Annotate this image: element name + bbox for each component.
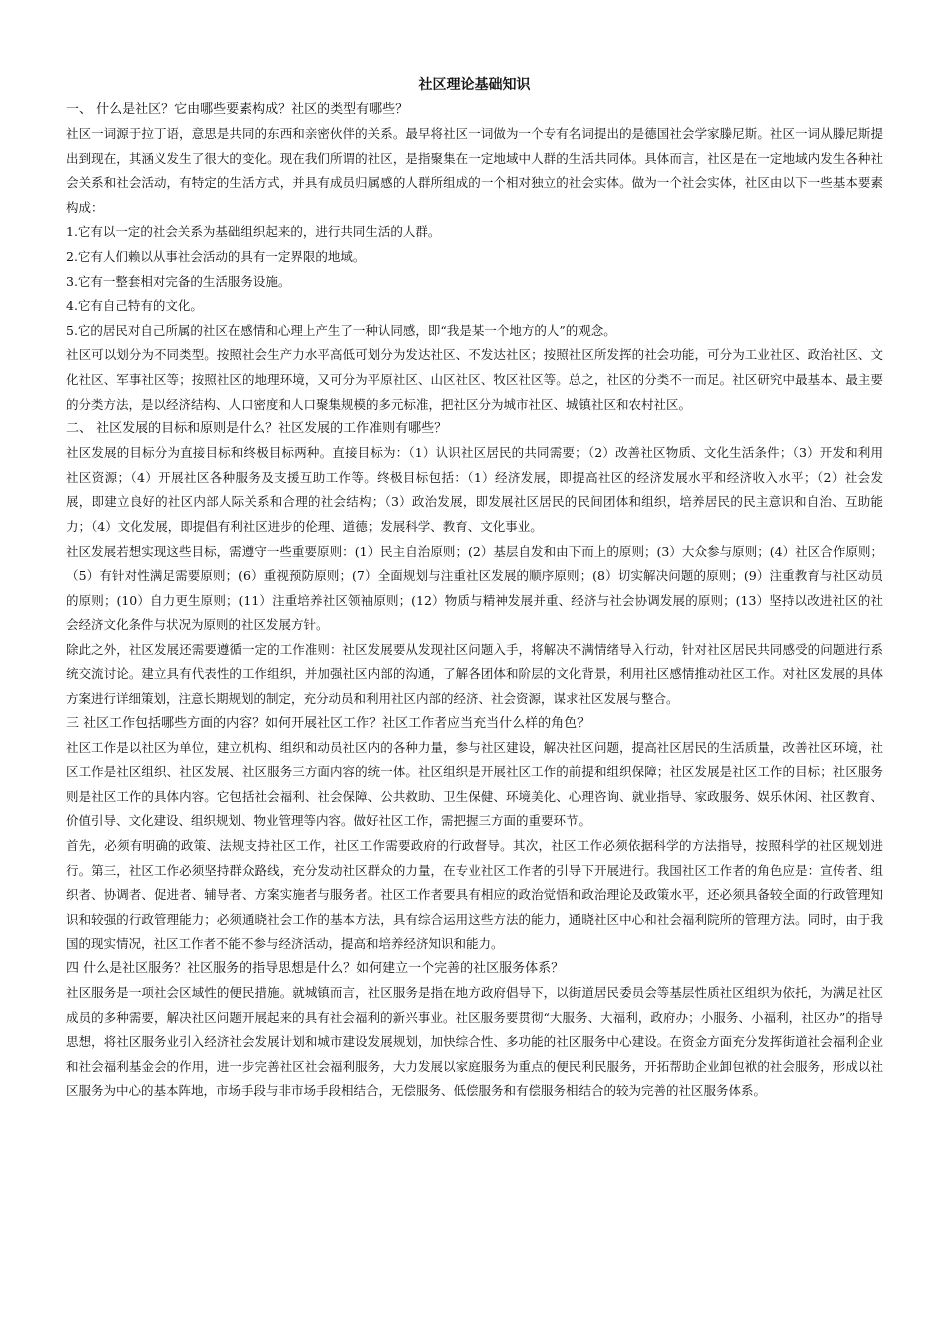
list-item: 5.它的居民对自己所属的社区在感情和心理上产生了一种认同感，即“我是某一个地方的人”的观念。 (66, 322, 616, 338)
paragraph: 社区发展的目标分为直接目标和终极目标两种。直接目标为：（1）认识社区居民的共同需要；（2）改善社区物质、文化生活条件；（3）开发和利用社区资源；（4）开展社区各种服务及支援互助工作等。终极目标包括：（1）经济发展，即提高社区的经济发展水平和经济收入水平；（2）社会发展，即建立良好的社区内部人际关系和合理的社会结构；（3）政治发展，即发展社区居民的民间团体和组织，培养居民的民主意识和自治、互助能力；（4）文化发展，即提倡有利社区进步的伦理、道德；发展科学、教育、文化事业。 (66, 445, 883, 534)
paragraph: 社区发展若想实现这些目标，需遵守一些重要原则：(1）民主自治原则；(2）基层自发和由下而上的原则；(3）大众参与原则；(4）社区合作原则；（5）有针对性满足需要原则；(6）重视预防原则；(7）全面规划与注重社区发展的顺序原则；(8）切实解决问题的原则；(9）注重教育与社区动员的原则；(10）自力更生原则；(11）注重培养社区领袖原则；(12）物质与精神发展并重、经济与社会协调发展的原则；(13）坚持以改进社区的社会经济文化条件与状况为原则的社区发展方针。 (66, 543, 883, 633)
section-3 (66, 712, 883, 957)
document-page (66, 72, 883, 1104)
paragraph: 首先，必须有明确的政策、法规支持社区工作，社区工作需要政府的行政督导。其次，社区工作必须依据科学的方法指导，按照科学的社区规划进行。第三，社区工作必须坚持群众路线，充分发动社区群众的力量，在专业社区工作者的引导下开展进行。我国社区工作者的角色应是：宣传者、组织者、协调者、促进者、辅导者、方案实施者与服务者。社区工作者要具有相应的政治觉悟和政治理论及政策水平，还必须具备较全面的行政管理知识和较强的行政管理能力；必须通晓社会工作的基本方法，具有综合运用这些方法的能力，通晓社区中心和社会福利院所的管理方法。同时，由于我国的现实情况，社区工作者不能不参与经济活动，提高和培养经济知识和能力。 (66, 838, 883, 952)
paragraph: 社区可以划分为不同类型。按照社会生产力水平高低可划分为发达社区、不发达社区；按照社区所发挥的社会功能，可分为工业社区、政治社区、文化社区、军事社区等；按照社区的地理环境，又可分为平原社区、山区社区、牧区社区等。总之，社区的分类不一而足。社区研究中最基本、最主要的分类方法，是以经济结构、人口密度和人口聚集规模的多元标准，把社区分为城市社区、城镇社区和农村社区。 (66, 347, 883, 412)
section-4 (66, 957, 883, 1104)
paragraph: 社区服务是一项社会区域性的便民措施。就城镇而言，社区服务是指在地方政府倡导下，以街道居民委员会等基层性质社区组织为依托，为满足社区成员的多种需要，解决社区问题开展起来的具有社会福利的新兴事业。社区服务要贯彻“大服务、大福利，政府办；小服务、小福利，社区办”的指导思想，将社区服务业引入经济社会发展计划和城市建设发展规划，加快综合性、多功能的社区服务中心建设。在资金方面充分发挥街道社会福利企业和社会福利基金会的作用，进一步完善社区社会福利服务，大力发展以家庭服务为重点的便民利民服务，开拓帮助企业卸包袱的社会服务，形成以社区服务为中心的基本阵地，市场手段与非市场手段相结合，无偿服务、低偿服务和有偿服务相结合的较为完善的社区服务体系。 (66, 985, 883, 1099)
list-item: 3.它有一整套相对完备的生活服务设施。 (66, 273, 291, 289)
section-heading: 二、 社区发展的目标和原则是什么？社区发展的工作准则有哪些？ (66, 421, 448, 437)
section-heading: 三 社区工作包括哪些方面的内容？如何开展社区工作？社区工作者应当充当什么样的角色？ (66, 715, 591, 731)
section-heading: 一、 什么是社区？它由哪些要素构成？社区的类型有哪些？ (66, 102, 409, 117)
section-2 (66, 417, 883, 712)
list-item: 1.它有以一定的社会关系为基础组织起来的，进行共同生活的人群。 (66, 224, 441, 240)
paragraph: 社区一词源于拉丁语，意思是共同的东西和亲密伙伴的关系。最早将社区一词做为一个专有名词提出的是德国社会学家滕尼斯。社区一词从滕尼斯提出到现在，其涵义发生了很大的变化。现在我们所谓的社区，是指聚集在一定地域中人群的生活共同体。具体而言，社区是在一定地域内发生各种社会关系和社会活动，有特定的生活方式，并具有成员归属感的人群所组成的一个相对独立的社会实体。做为一个社会实体，社区由以下一些基本要素构成： (66, 126, 883, 215)
list-item: 4.它有自己特有的文化。 (66, 298, 203, 314)
paragraph: 除此之外，社区发展还需要遵循一定的工作准则：社区发展要从发现社区问题入手，将解决不满情绪导入行动，针对社区居民共同感受的问题进行系统交流讨论。建立具有代表性的工作组织，并加强社区内部的沟通，了解各团体和阶层的文化背景，利用社区感情推动社区工作。对社区发展的具体方案进行详细策划，注意长期规划的制定，充分动员和利用社区内部的经济、社会资源，谋求社区发展与整合。 (66, 641, 883, 707)
list-item: 2.它有人们赖以从事社会活动的具有一定界限的地域。 (66, 248, 366, 264)
document-title: 社区理论基础知识 (418, 77, 531, 93)
section-1 (66, 98, 883, 417)
paragraph: 社区工作是以社区为单位，建立机构、组织和动员社区内的各种力量，参与社区建设，解决社区问题，提高社区居民的生活质量，改善社区环境，社区工作是社区组织、社区发展、社区服务三方面内容的统一体。社区组织是开展社区工作的前提和组织保障；社区发展是社区工作的目标；社区服务则是社区工作的具体内容。它包括社会福利、社会保障、公共救助、卫生保健、环境美化、心理咨询、就业指导、家政服务、娱乐休闲、社区教育、价值引导、文化建设、组织规划、物业管理等内容。做好社区工作，需把握三方面的重要环节。 (66, 739, 883, 829)
section-heading: 四 什么是社区服务？社区服务的指导思想是什么？如何建立一个完善的社区服务体系？ (66, 961, 565, 976)
